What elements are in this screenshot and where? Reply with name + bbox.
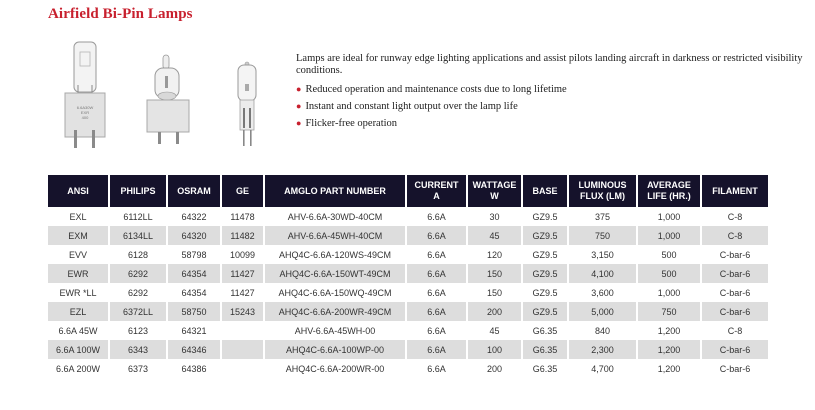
cell-current: 6.6A	[406, 245, 467, 264]
cell-amglo: AHQ4C-6.6A-100WP-00	[264, 340, 406, 359]
cell-wattage: 30	[467, 207, 522, 226]
lamp-3-image	[238, 62, 256, 146]
cell-flux: 5,000	[568, 302, 637, 321]
cell-base: GZ9.5	[522, 245, 568, 264]
cell-ansi: 6.6A 45W	[48, 321, 109, 340]
table-row	[48, 302, 768, 321]
table-header-row	[48, 175, 768, 207]
cell-amglo: AHQ4C-6.6A-120WS-49CM	[264, 245, 406, 264]
cell-current: 6.6A	[406, 321, 467, 340]
cell-ge	[221, 321, 264, 340]
cell-ansi: EVV	[48, 245, 109, 264]
cell-filament: C-8	[701, 226, 768, 245]
cell-wattage: 120	[467, 245, 522, 264]
cell-osram: 64354	[167, 264, 221, 283]
cell-ansi: EZL	[48, 302, 109, 321]
svg-text:EXR: EXR	[80, 110, 90, 115]
cell-amglo: AHQ4C-6.6A-200WR-49CM	[264, 302, 406, 321]
cell-ge: 15243	[221, 302, 264, 321]
cell-current: 6.6A	[406, 207, 467, 226]
cell-base: GZ9.5	[522, 207, 568, 226]
table-body	[48, 207, 768, 378]
lamp-2-image	[147, 55, 189, 144]
header-base: BASE	[522, 175, 568, 207]
table-row	[48, 321, 768, 340]
cell-base: G6.35	[522, 340, 568, 359]
cell-ge	[221, 359, 264, 378]
header-ansi: ANSI	[48, 175, 109, 207]
header-philips: PHILIPS	[109, 175, 167, 207]
cell-life: 500	[637, 245, 701, 264]
header-current: CURRENT A	[406, 175, 467, 207]
cell-flux: 3,150	[568, 245, 637, 264]
cell-current: 6.6A	[406, 302, 467, 321]
cell-flux: 750	[568, 226, 637, 245]
cell-ansi: EXL	[48, 207, 109, 226]
cell-life: 500	[637, 264, 701, 283]
cell-filament: C-bar-6	[701, 264, 768, 283]
cell-flux: 375	[568, 207, 637, 226]
table-row	[48, 207, 768, 226]
cell-osram: 64386	[167, 359, 221, 378]
cell-filament: C-bar-6	[701, 283, 768, 302]
table-row	[48, 226, 768, 245]
feature-item: ● Instant and constant light output over the lamp life	[296, 101, 518, 112]
cell-filament: C-bar-6	[701, 302, 768, 321]
header-filament: FILAMENT	[701, 175, 768, 207]
header-average-life: AVERAGE LIFE (HR.)	[637, 175, 701, 207]
cell-filament: C-8	[701, 321, 768, 340]
header-osram: OSRAM	[167, 175, 221, 207]
header-luminous-flux: LUMINOUS FLUX (LM)	[568, 175, 637, 207]
cell-flux: 840	[568, 321, 637, 340]
cell-current: 6.6A	[406, 283, 467, 302]
bullet-icon: ●	[296, 84, 302, 94]
cell-ge: 11482	[221, 226, 264, 245]
cell-base: GZ9.5	[522, 302, 568, 321]
cell-life: 1,200	[637, 340, 701, 359]
table-row	[48, 340, 768, 359]
svg-text:6.6A30W: 6.6A30W	[76, 105, 94, 110]
cell-amglo: AHV-6.6A-45WH-00	[264, 321, 406, 340]
cell-ge: 11427	[221, 264, 264, 283]
cell-ge: 10099	[221, 245, 264, 264]
cell-base: GZ9.5	[522, 283, 568, 302]
cell-osram: 58750	[167, 302, 221, 321]
table-row	[48, 283, 768, 302]
cell-osram: 64322	[167, 207, 221, 226]
feature-item: ● Reduced operation and maintenance costs due to long lifetime	[296, 84, 567, 95]
cell-amglo: AHQ4C-6.6A-150WT-49CM	[264, 264, 406, 283]
cell-amglo: AHQ4C-6.6A-200WR-00	[264, 359, 406, 378]
cell-flux: 3,600	[568, 283, 637, 302]
cell-life: 1,200	[637, 359, 701, 378]
cell-philips: 6134LL	[109, 226, 167, 245]
cell-life: 1,200	[637, 321, 701, 340]
bullet-icon: ●	[296, 101, 302, 111]
cell-philips: 6112LL	[109, 207, 167, 226]
table-row	[48, 264, 768, 283]
cell-osram: 64346	[167, 340, 221, 359]
table-row	[48, 359, 768, 378]
cell-wattage: 100	[467, 340, 522, 359]
cell-base: GZ9.5	[522, 264, 568, 283]
lamp-1-image	[65, 42, 105, 148]
cell-current: 6.6A	[406, 359, 467, 378]
cell-philips: 6292	[109, 264, 167, 283]
cell-flux: 4,700	[568, 359, 637, 378]
cell-wattage: 150	[467, 264, 522, 283]
header-wattage: WATTAGE W	[467, 175, 522, 207]
cell-osram: 64321	[167, 321, 221, 340]
cell-current: 6.6A	[406, 226, 467, 245]
cell-osram: 58798	[167, 245, 221, 264]
cell-base: G6.35	[522, 359, 568, 378]
cell-life: 1,000	[637, 226, 701, 245]
cell-life: 750	[637, 302, 701, 321]
cell-philips: 6373	[109, 359, 167, 378]
cell-base: GZ9.5	[522, 226, 568, 245]
cell-base: G6.35	[522, 321, 568, 340]
description-intro: Lamps are ideal for runway edge lighting applications and assist pilots landing aircraft in darkness or restricted visibility conditions.	[296, 53, 803, 76]
cell-amglo: AHQ4C-6.6A-150WQ-49CM	[264, 283, 406, 302]
cell-wattage: 200	[467, 302, 522, 321]
cell-ge: 11478	[221, 207, 264, 226]
cell-wattage: 45	[467, 226, 522, 245]
cell-amglo: AHV-6.6A-45WH-40CM	[264, 226, 406, 245]
cell-filament: C-8	[701, 207, 768, 226]
cell-wattage: 150	[467, 283, 522, 302]
cell-filament: C-bar-6	[701, 340, 768, 359]
cell-ansi: EWR *LL	[48, 283, 109, 302]
cell-current: 6.6A	[406, 340, 467, 359]
cell-ansi: EWR	[48, 264, 109, 283]
cell-philips: 6372LL	[109, 302, 167, 321]
cell-amglo: AHV-6.6A-30WD-40CM	[264, 207, 406, 226]
description	[296, 53, 811, 134]
page-title: Airfield Bi-Pin Lamps	[48, 6, 193, 22]
cell-philips: 6123	[109, 321, 167, 340]
svg-text:400: 400	[81, 115, 89, 120]
cell-philips: 6128	[109, 245, 167, 264]
cell-life: 1,000	[637, 283, 701, 302]
cell-ansi: 6.6A 200W	[48, 359, 109, 378]
cell-life: 1,000	[637, 207, 701, 226]
cell-filament: C-bar-6	[701, 359, 768, 378]
cell-wattage: 45	[467, 321, 522, 340]
cell-osram: 64354	[167, 283, 221, 302]
table-row	[48, 245, 768, 264]
feature-item: ● Flicker-free operation	[296, 118, 398, 129]
lamp-spec-table	[48, 175, 768, 378]
cell-filament: C-bar-6	[701, 245, 768, 264]
cell-ge	[221, 340, 264, 359]
bullet-icon: ●	[296, 118, 302, 128]
cell-flux: 2,300	[568, 340, 637, 359]
cell-ansi: EXM	[48, 226, 109, 245]
header-ge: GE	[221, 175, 264, 207]
cell-ansi: 6.6A 100W	[48, 340, 109, 359]
cell-philips: 6292	[109, 283, 167, 302]
cell-current: 6.6A	[406, 264, 467, 283]
lamp-images	[40, 30, 290, 160]
cell-flux: 4,100	[568, 264, 637, 283]
header-amglo-part-number: AMGLO PART NUMBER	[264, 175, 406, 207]
cell-ge: 11427	[221, 283, 264, 302]
cell-wattage: 200	[467, 359, 522, 378]
feature-list	[296, 83, 811, 130]
cell-philips: 6343	[109, 340, 167, 359]
cell-osram: 64320	[167, 226, 221, 245]
